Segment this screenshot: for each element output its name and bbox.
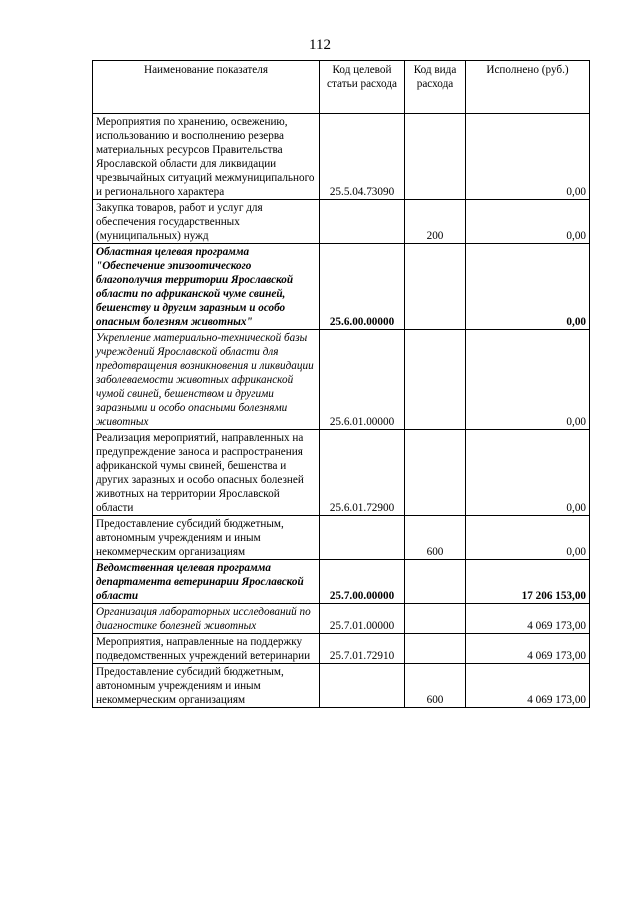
row-expense-kind (405, 560, 466, 604)
row-expense-kind (405, 114, 466, 200)
row-amount: 0,00 (466, 430, 590, 516)
table-row-program (93, 244, 590, 330)
row-amount: 4 069 173,00 (466, 604, 590, 634)
row-amount: 0,00 (466, 516, 590, 560)
row-expense-kind: 600 (405, 664, 466, 708)
row-name: Ведомственная целевая программа департамента ветеринарии Ярославской области (93, 560, 320, 604)
row-amount: 0,00 (466, 330, 590, 430)
table-row (93, 516, 590, 560)
table-row (93, 114, 590, 200)
row-name: Укрепление материально-технической базы учреждений Ярославской области для предотвращения возникновения и ликвидации заболеваемости животных африканской чумой свиней, бешенством и другими заразными и особо опасными болезнями животных (93, 330, 320, 430)
row-target-code (320, 516, 405, 560)
row-target-code: 25.5.04.73090 (320, 114, 405, 200)
table-row (93, 430, 590, 516)
header-target-code: Код целевой статьи расхода (320, 61, 405, 114)
row-name: Реализация мероприятий, направленных на предупреждение заноса и распространения африканской чумы свиней, бешенства и других заразных и особо опасных болезней животных на территории Ярославской области (93, 430, 320, 516)
row-expense-kind (405, 604, 466, 634)
row-amount: 0,00 (466, 244, 590, 330)
row-expense-kind (405, 244, 466, 330)
row-expense-kind (405, 430, 466, 516)
row-name: Предоставление субсидий бюджетным, автономным учреждениям и иным некоммерческим организациям (93, 516, 320, 560)
row-name: Мероприятия по хранению, освежению, использованию и восполнению резерва материальных ресурсов Правительства Ярославской области для ликвидации чрезвычайных ситуаций межмуниципального и регионального характера (93, 114, 320, 200)
row-name: Предоставление субсидий бюджетным, автономным учреждениям и иным некоммерческим организациям (93, 664, 320, 708)
table-row-subprogram (93, 604, 590, 634)
row-name: Мероприятия, направленные на поддержку подведомственных учреждений ветеринарии (93, 634, 320, 664)
row-amount: 17 206 153,00 (466, 560, 590, 604)
row-amount: 4 069 173,00 (466, 664, 590, 708)
row-expense-kind: 200 (405, 200, 466, 244)
row-amount: 4 069 173,00 (466, 634, 590, 664)
row-target-code: 25.6.01.00000 (320, 330, 405, 430)
row-name: Закупка товаров, работ и услуг для обеспечения государственных (муниципальных) нужд (93, 200, 320, 244)
table-row (93, 200, 590, 244)
row-amount: 0,00 (466, 114, 590, 200)
row-amount: 0,00 (466, 200, 590, 244)
row-target-code (320, 200, 405, 244)
row-name: Организация лабораторных исследований по диагностике болезней животных (93, 604, 320, 634)
row-expense-kind: 600 (405, 516, 466, 560)
table-header-row (93, 61, 590, 114)
row-target-code: 25.7.01.00000 (320, 604, 405, 634)
header-expense-kind: Код вида расхода (405, 61, 466, 114)
page-number: 112 (309, 37, 331, 53)
row-expense-kind (405, 330, 466, 430)
row-target-code (320, 664, 405, 708)
header-executed-amount: Исполнено (руб.) (466, 61, 590, 114)
row-expense-kind (405, 634, 466, 664)
header-name: Наименование показателя (93, 61, 320, 114)
table-row (93, 634, 590, 664)
table-row-subprogram (93, 330, 590, 430)
row-target-code: 25.7.01.72910 (320, 634, 405, 664)
row-name: Областная целевая программа "Обеспечение эпизоотического благополучия территории Ярославской области по африканской чуме свиней, бешенству и другим заразным и особо опасным болезням животных" (93, 244, 320, 330)
row-target-code: 25.6.01.72900 (320, 430, 405, 516)
table-row-program (93, 560, 590, 604)
row-target-code: 25.7.00.00000 (320, 560, 405, 604)
table-row (93, 664, 590, 708)
row-target-code: 25.6.00.00000 (320, 244, 405, 330)
expenditure-table (92, 60, 590, 708)
